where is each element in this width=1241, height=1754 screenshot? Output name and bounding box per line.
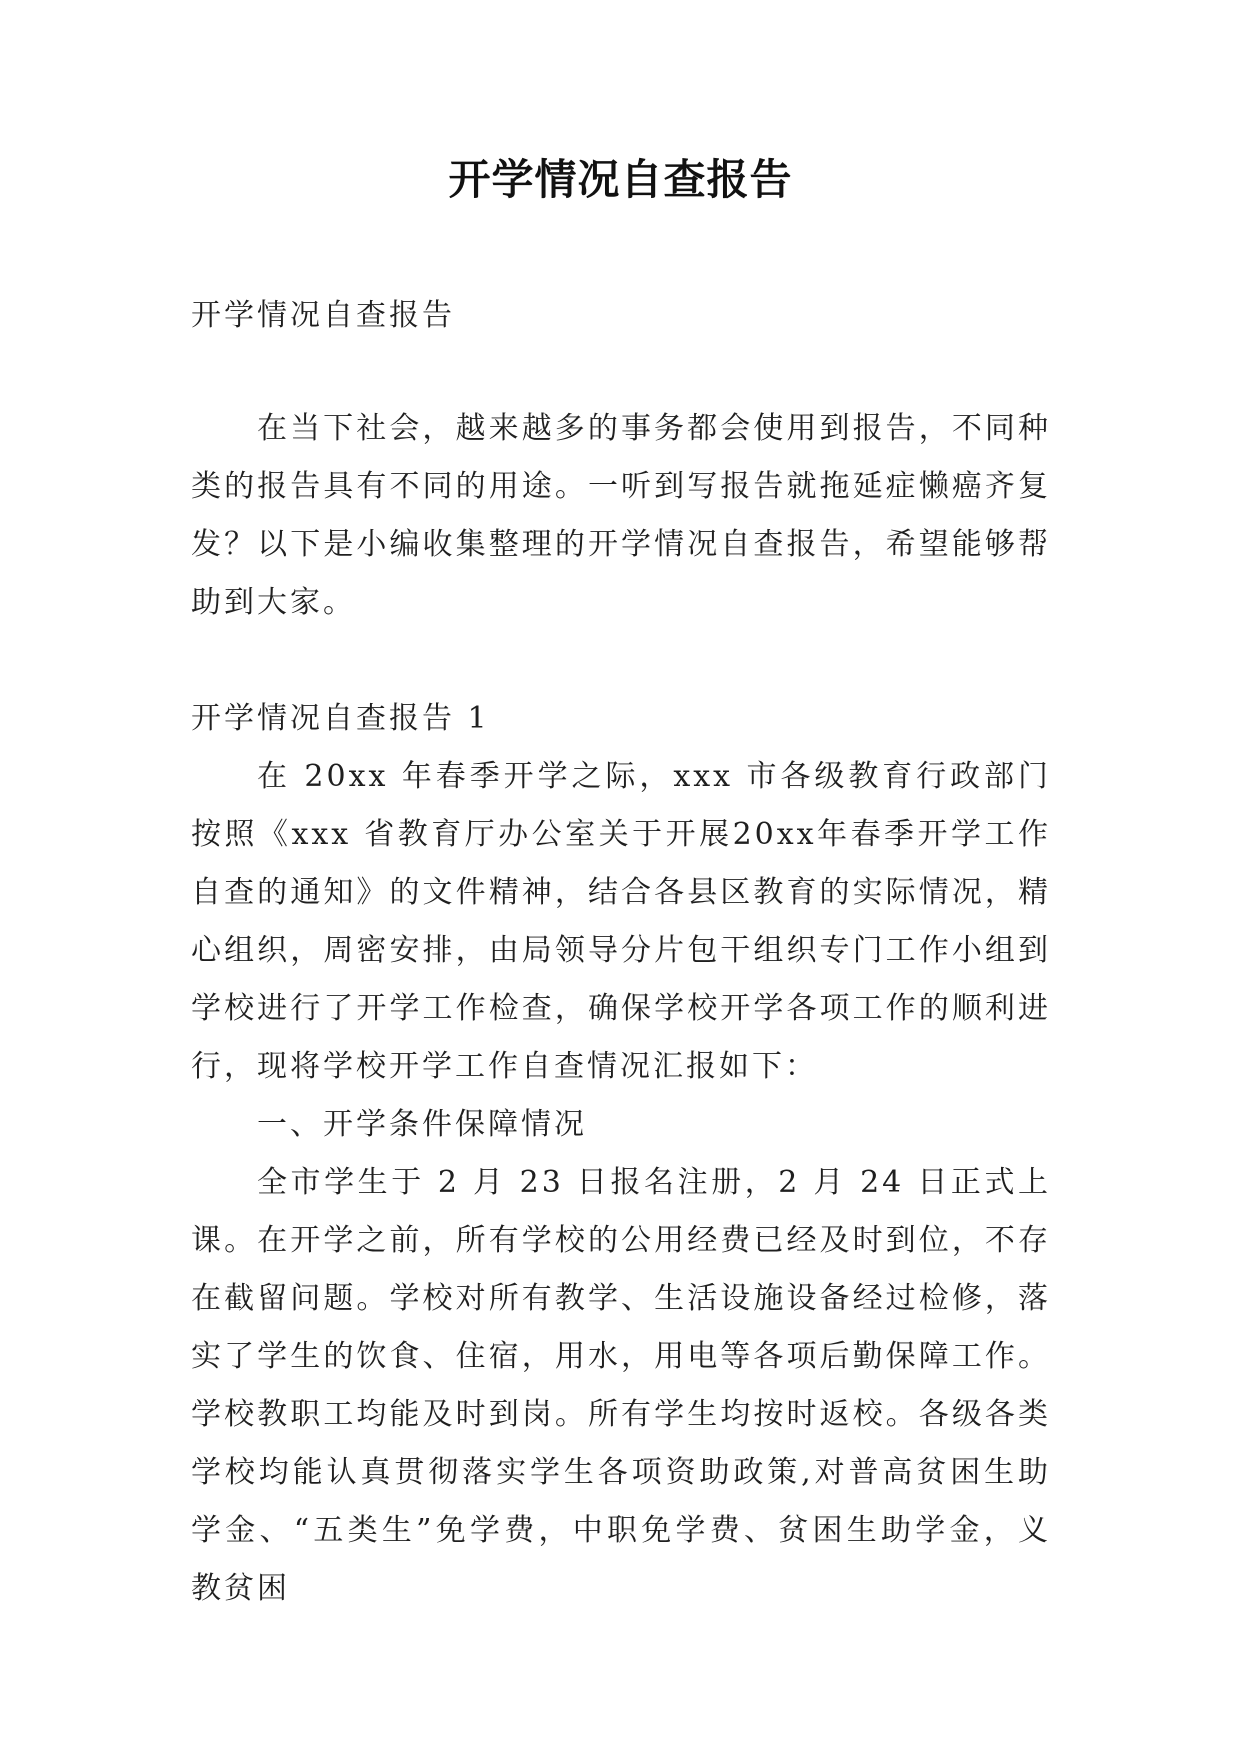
section-heading: 开学情况自查报告 1 [191, 701, 490, 736]
intro-paragraph: 在当下社会，越来越多的事务都会使用到报告，不同种类的报告具有不同的用途。一听到写报告就拖延症懒癌齐复发？以下是小编收集整理的开学情况自查报告，希望能够帮助到大家。 [191, 411, 1051, 620]
document-subtitle: 开学情况自查报告 [191, 298, 455, 333]
spacer [191, 632, 1051, 690]
subsection-heading: 一、开学条件保障情况 [257, 1107, 587, 1142]
document-title: 开学情况自查报告 [448, 155, 793, 204]
body-paragraph: 全市学生于 2 月 23 日报名注册，2 月 24 日正式上课。在开学之前，所有学校的公用经费已经及时到位，不存在截留问题。学校对所有教学、生活设施设备经过检修，落实了学生的饮食、住宿，用水，用电等各项后勤保障工作。学校教职工均能及时到岗。所有学生均按时返校。各级各类学校均能认真贯彻落实学生各项资助政策,对普高贫困生助学金、“五类生”免学费，中职免学费、贫困生助学金，义教贫困 [191, 1165, 1051, 1606]
body-paragraph: 在 20xx 年春季开学之际，xxx 市各级教育行政部门按照《xxx 省教育厅办公室关于开展20xx年春季开学工作自查的通知》的文件精神，结合各县区教育的实际情况，精心组织，周密安排，由局领导分片包干组织专门工作小组到学校进行了开学工作检查，确保学校开学各项工作的顺利进行，现将学校开学工作自查情况汇报如下： [191, 759, 1051, 1084]
spacer [191, 345, 1051, 400]
document-body [191, 287, 1051, 1618]
